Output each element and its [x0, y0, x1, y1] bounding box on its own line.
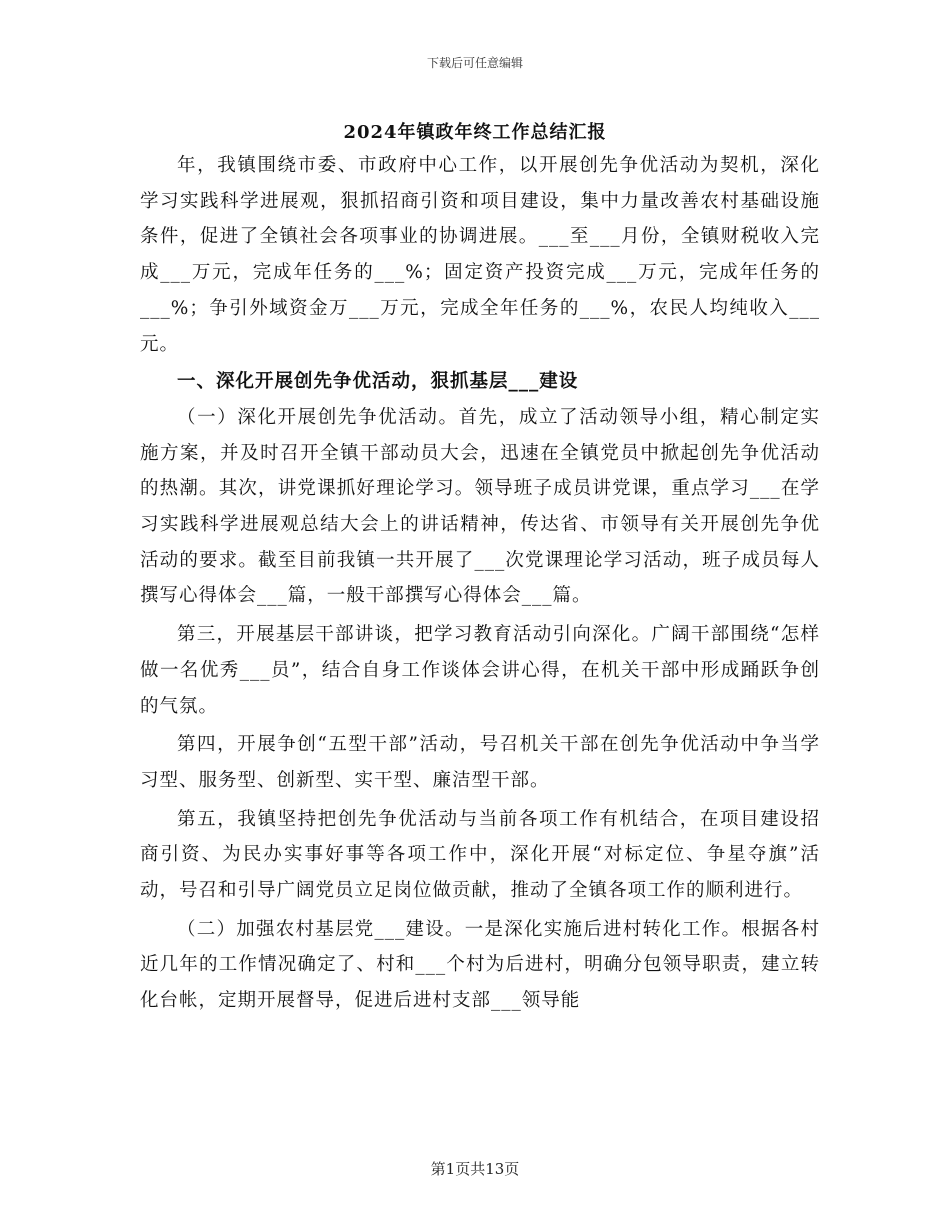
- document-body: [140, 148, 820, 1019]
- intro-paragraph: 年，我镇围绕市委、市政府中心工作，以开展创先争优活动为契机，深化学习实践科学进展观，狠抓招商引资和项目建设，集中力量改善农村基础设施条件，促进了全镇社会各项事业的协调进展。___至___月份，全镇财税收入完成___万元，完成年任务的___%；固定资产投资完成___万元，完成年任务的___%；争引外域资金万___万元，完成全年任务的___%，农民人均纯收入___元。: [140, 155, 820, 355]
- section-heading: 一、深化开展创先争优活动，狠抓基层___建设: [177, 371, 579, 393]
- body-paragraph: 第五，我镇坚持把创先争优活动与当前各项工作有机结合，在项目建设招商引资、为民办实事好事等各项工作中，深化开展“对标定位、争星夺旗”活动，号召和引导广阔党员立足岗位做贡献，推动了全镇各项工作的顺利进行。: [140, 808, 820, 902]
- body-paragraph: 第四，开展争创“五型干部”活动，号召机关干部在创先争优活动中争当学习型、服务型、创新型、实干型、廉洁型干部。: [140, 734, 820, 791]
- document-title: 2024年镇政年终工作总结汇报: [343, 122, 607, 143]
- page-number: 第1页共13页: [430, 1160, 520, 1178]
- body-paragraph: 第三，开展基层干部讲谈，把学习教育活动引向深化。广阔干部围绕“怎样做一名优秀___员”，结合自身工作谈体会讲心得，在机关干部中形成踊跃争创的气氛。: [140, 624, 820, 717]
- body-paragraph: （一）深化开展创先争优活动。首先，成立了活动领导小组，精心制定实施方案，并及时召开全镇干部动员大会，迅速在全镇党员中掀起创先争优活动的热潮。其次，讲党课抓好理论学习。领导班子成员讲党课，重点学习___在学习实践科学进展观总结大会上的讲话精神，传达省、市领导有关开展创先争优活动的要求。截至目前我镇一共开展了___次党课理论学习活动，班子成员每人撰写心得体会___篇，一般干部撰写心得体会___篇。: [140, 406, 820, 607]
- header-note: 下载后可任意编辑: [426, 56, 523, 70]
- body-paragraph: （二）加强农村基层党___建设。一是深化实施后进村转化工作。根据各村近几年的工作情况确定了、村和___个村为后进村，明确分包领导职责，建立转化台帐，定期开展督导，促进后进村支部___领导能: [140, 918, 820, 1012]
